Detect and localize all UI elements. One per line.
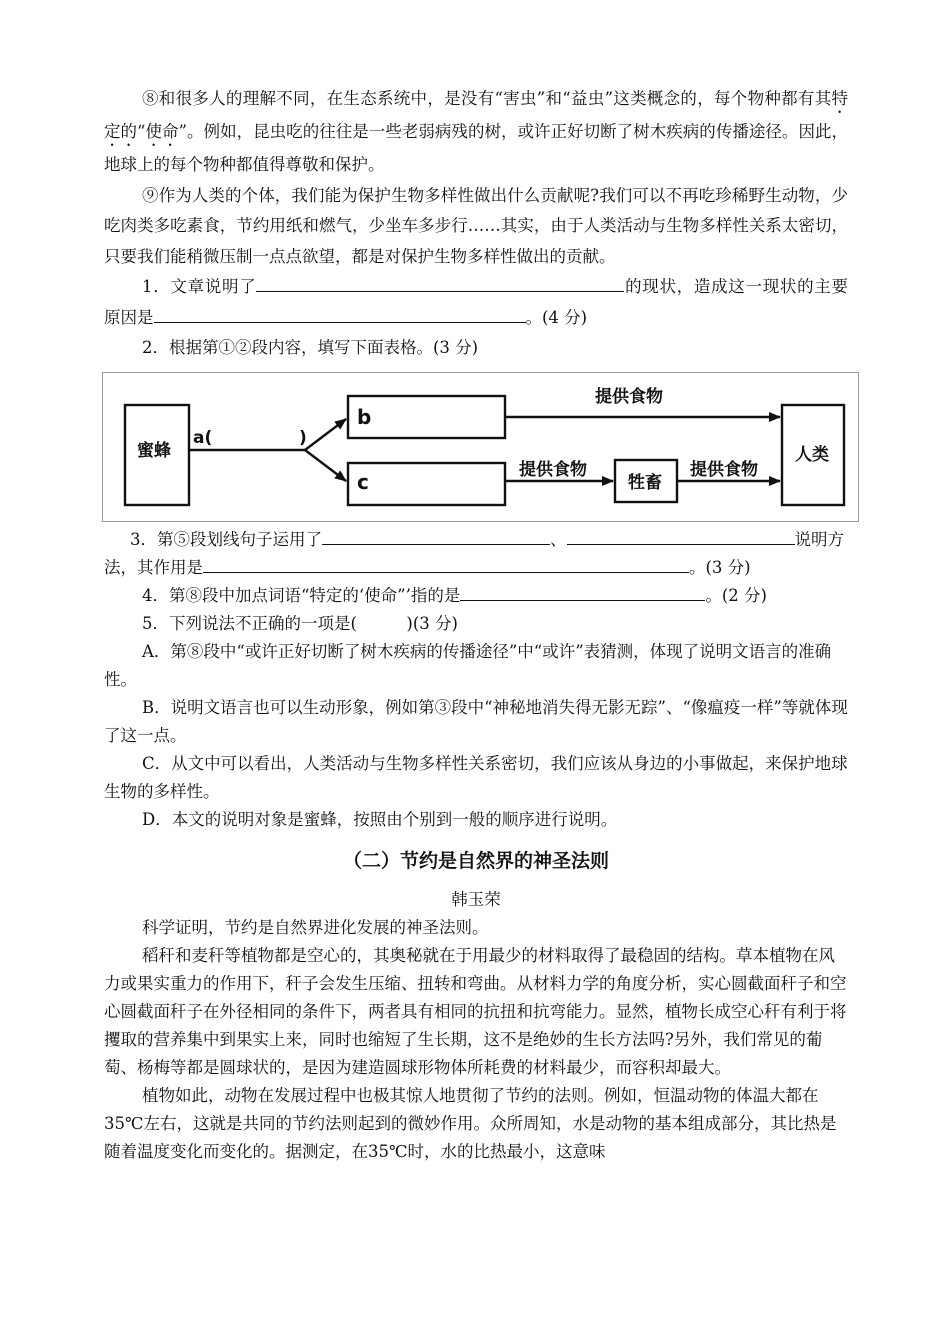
q4-blank[interactable] [460, 582, 705, 600]
food-label-2: 提供食物 [519, 459, 587, 480]
c-label: c [357, 469, 369, 494]
document-page [104, 84, 848, 1166]
q3-text-c: 。(3 分) [689, 557, 751, 577]
q1-text-b: 的现状，造成这一现状的主要原因是 [104, 277, 849, 327]
food-label-1: 提供食物 [595, 386, 663, 407]
q3-blank-3[interactable] [203, 554, 689, 572]
q3-separator: 、 [550, 529, 567, 549]
q1-text-c: 。(4 分) [525, 307, 588, 327]
q1-blank-2[interactable] [154, 304, 526, 322]
p8-text-b: 。例如，昆虫吃的往往是一些老弱病残的树，或许正好切断了树木疾病的传播途径。因此，地球上的每个物种都值得尊敬和保护。 [104, 122, 848, 174]
bee-label: 蜜蜂 [137, 440, 171, 461]
a-open-label: a( [193, 427, 213, 448]
passage2-paragraph-2: 稻秆和麦秆等植物都是空心的，其奥秘就在于用最少的材料取得了最稳固的结构。草本植物在风力或果实重力的作用下，秆子会发生压缩、扭转和弯曲。从材料力学的角度分析，实心圆截面秆子和空心圆截面秆子在外径相同的条件下，两者具有相同的抗扭和抗弯能力。显然，植物长成空心秆有利于将攫取的营养集中到果实上来，同时也缩短了生长期，这不是绝妙的生长方法吗?另外，我们常见的葡萄、杨梅等都是圆球状的，是因为建造圆球形物体所耗费的材料最少，而容积却最大。 [104, 945, 847, 1077]
q3-blank-1[interactable] [322, 526, 550, 544]
question-4 [104, 582, 848, 610]
q1-blank-1[interactable] [256, 274, 624, 292]
bee-diagram [102, 372, 859, 522]
paragraph-9: ⑨作为人类的个体，我们能为保护生物多样性做出什么贡献呢?我们可以不再吃珍稀野生动物，少吃肉类多吃素食，节约用纸和燃气，少坐车多步行……其实，由于人类活动与生物多样性关系太密切，只要我们能稍微压制一点点欲望，都是对保护生物多样性做出的贡献。 [104, 185, 848, 266]
b-box [348, 396, 505, 438]
q3-blank-2[interactable] [567, 526, 795, 544]
food-label-3: 提供食物 [690, 459, 758, 480]
arrow-to-b [305, 419, 346, 450]
option-a: A．第⑧段中“或许正好切断了树木疾病的传播途径”中“或许”表猜测，体现了说明文语言的准确性。 [104, 641, 832, 689]
question-3 [104, 526, 848, 582]
author: 韩玉荣 [451, 889, 501, 909]
diagram-svg [103, 373, 858, 521]
q3-text-b: 说明方法，其作用是 [104, 529, 844, 577]
passage2-paragraph-3: 植物如此，动物在发展过程中也极其惊人地贯彻了节约的法则。例如，恒温动物的体温大都在 35℃左右，这就是共同的节约法则起到的微妙作用。众所周知，水是动物的基本组成部分，其比热是随着温度变化而变化的。据测定，在35℃时，水的比热最小，这意味 [104, 1085, 837, 1161]
b-label: b [357, 404, 372, 429]
question-1 [104, 272, 848, 333]
p8-text-a: ⑧和很多人的理解不同，在生态系统中，是没有“害虫”和“益虫”这类概念的，每个物种都有其 [142, 89, 832, 108]
human-label: 人类 [795, 444, 829, 465]
a-close-label: ) [299, 427, 307, 448]
livestock-label: 牲畜 [628, 472, 662, 493]
question-2: 2．根据第①②段内容，填写下面表格。(3 分) [142, 338, 479, 357]
q4-text-b: 。(2 分) [705, 585, 767, 605]
section-title: （二）节约是自然界的神圣法则 [342, 849, 609, 872]
c-box [348, 463, 505, 505]
passage2-paragraph-1: 科学证明，节约是自然界进化发展的神圣法则。 [142, 917, 489, 937]
dotted-phrase: 特定的“使命” [104, 89, 848, 141]
paragraph-8 [104, 84, 848, 181]
arrow-to-c [305, 450, 346, 481]
question-5: 5．下列说法不正确的一项是( )(3 分) [142, 613, 458, 633]
q4-text-a: 4．第⑧段中加点词语“特定的‘使命”’指的是 [142, 585, 461, 605]
option-c: C．从文中可以看出，人类活动与生物多样性关系密切，我们应该从身边的小事做起，来保护地球生物的多样性。 [104, 753, 848, 801]
q3-text-a: 3．第⑤段划线句子运用了 [130, 529, 322, 549]
q1-text-a: 1．文章说明了 [142, 277, 257, 296]
option-b: B．说明文语言也可以生动形象，例如第③段中“神秘地消失得无影无踪”、“像瘟疫一样”等就体现了这一点。 [104, 697, 848, 745]
option-d: D．本文的说明对象是蜜蜂，按照由个别到一般的顺序进行说明。 [142, 809, 618, 829]
